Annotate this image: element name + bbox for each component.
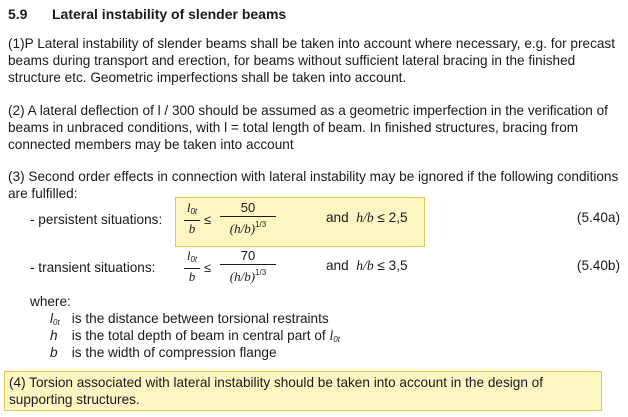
- definition-row: $l_{0t}$ is the distance between torsional restraints: [50, 311, 329, 327]
- condition: and h/b ≤ 2,5: [326, 210, 408, 225]
- equation-label: - persistent situations:: [30, 212, 163, 227]
- equation-5-40a: [8, 200, 620, 246]
- definition-row: h is the total depth of beam in central part of $l_{0t}$: [50, 328, 340, 344]
- rhs-fraction: 70 $(h/b)^{1/3}$: [220, 248, 276, 285]
- equation-number: (5.40b): [576, 258, 620, 273]
- equation-label: - transient situations:: [30, 260, 156, 275]
- section-number: 5.9: [8, 6, 28, 22]
- paragraph-1: (1)P Lateral instability of slender beams shall be taken into account where necessary, e.g. for precast beams during transport and erection, for beams without sufficient lateral bracing in the finished structure etc. Geometric imperfections shall be taken into account.: [8, 36, 616, 85]
- rhs-fraction: 50 $(h/b)^{1/3}$: [220, 200, 276, 237]
- lhs-fraction: $l_{0t}$ b: [184, 200, 200, 237]
- condition: and h/b ≤ 3,5: [326, 258, 408, 273]
- equation-5-40b: [8, 248, 620, 294]
- paragraph-2: (2) A lateral deflection of l / 300 should be assumed as a geometric imperfection in the verification of beams in unbraced conditions, with l = total length of beam. In finished structures, bracing from connected members may be taken into account: [8, 103, 608, 152]
- where-label: where:: [30, 294, 71, 309]
- le-sign: ≤: [204, 212, 212, 227]
- paragraph-3: (3) Second order effects in connection with lateral instability may be ignored if the following conditions are fulfilled:: [8, 169, 619, 201]
- paragraph-4: (4) Torsion associated with lateral instability should be taken into account in the design of supporting structures.: [4, 371, 602, 411]
- section-heading: [8, 6, 286, 23]
- section-title: Lateral instability of slender beams: [52, 6, 287, 22]
- definitions-list: [50, 310, 340, 361]
- lhs-fraction: $l_{0t}$ b: [184, 248, 200, 285]
- equation-number: (5.40a): [576, 210, 620, 225]
- le-sign: ≤: [204, 260, 212, 275]
- definition-row: b is the width of compression flange: [50, 345, 277, 360]
